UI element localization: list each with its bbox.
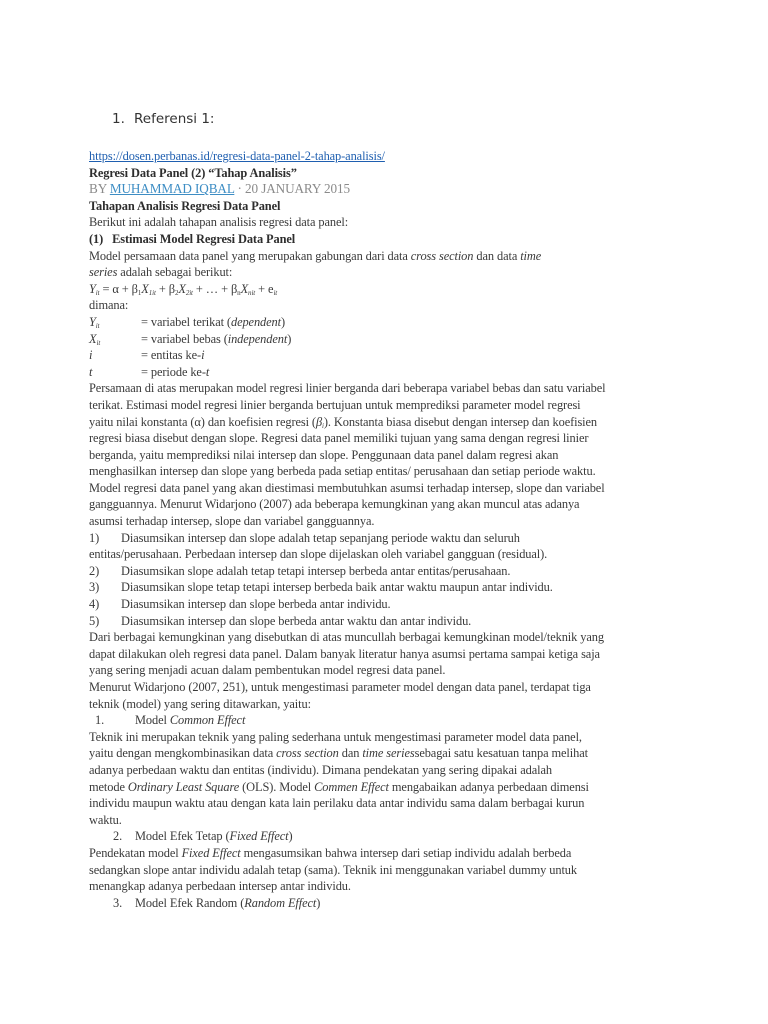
paragraph-line: individu maupun waktu atau dengan kata lain perilaku data antar individu sama dalam berbagai kurun bbox=[89, 796, 585, 811]
list-item bbox=[89, 613, 679, 630]
paragraph-line: menghasilkan intersep dan slope yang berbeda pada setiap entitas/ perusahaan dan setiap periode waktu. bbox=[89, 464, 596, 479]
model-label-em: Common Effect bbox=[169, 713, 246, 728]
paragraph-line: terikat. Estimasi model regresi linier berganda bertujuan untuk memprediksi parameter model regresi bbox=[89, 397, 581, 412]
text-sub: i bbox=[322, 421, 324, 430]
text-em: time bbox=[520, 248, 542, 263]
paragraph-line: sedangkan slope antar individu adalah tetap (sama). Teknik ini menggunakan variabel dummy untuk bbox=[89, 862, 577, 877]
eq-part: + … + β bbox=[192, 281, 238, 296]
text: sebagai satu kesatuan tanpa melihat bbox=[414, 746, 588, 761]
paragraph-line: gangguannya. Menurut Widarjono (2007) ada beberapa kemungkinan yang akan muncul atas adanya bbox=[89, 497, 580, 512]
model-paragraph-line bbox=[89, 248, 679, 265]
assumptions-list bbox=[89, 530, 679, 630]
list-text: Diasumsikan slope tetap tetapi intersep berbeda baik antar waktu maupun antar individu. bbox=[121, 580, 553, 595]
model-heading-fixed bbox=[89, 828, 679, 845]
paragraph-line: Persamaan di atas merupakan model regresi linier berganda dari beberapa variabel bebas dan satu variabel bbox=[89, 381, 606, 396]
paragraph-line: berganda, yaitu memprediksi nilai intersep dan slope. Penggunaan data panel dalam regresi akan bbox=[89, 447, 559, 462]
model-label: Model bbox=[135, 713, 170, 728]
eq-sub: nit bbox=[248, 288, 256, 297]
eq-sub: 1it bbox=[148, 288, 156, 297]
eq-part: + e bbox=[255, 281, 274, 296]
eq-sub: 1 bbox=[137, 288, 142, 297]
eq-y: Y bbox=[89, 281, 96, 296]
definition-row bbox=[89, 364, 679, 381]
list-number: 1) bbox=[89, 530, 100, 545]
paragraph-line: regresi biasa disebut dengan slope. Regresi data panel memiliki tujuan yang sama dengan regresi linier bbox=[89, 431, 589, 446]
text-em: cross section bbox=[410, 248, 474, 263]
list-item bbox=[89, 596, 679, 613]
paragraph-line: adanya perbedaan waktu dan entitas (individu). Dimana pendekatan yang sering dipakai adalah bbox=[89, 762, 552, 777]
text-em: cross section bbox=[276, 746, 339, 761]
def-text: = periode ke- bbox=[141, 364, 206, 379]
text-em: Commen Effect bbox=[314, 779, 389, 794]
def-symbol: i bbox=[89, 348, 93, 363]
paragraph-line: Teknik ini merupakan teknik yang paling sederhana untuk mengestimasi parameter model data panel, bbox=[89, 729, 582, 744]
list-item bbox=[89, 546, 679, 563]
model-heading-random bbox=[89, 895, 679, 912]
def-symbol: t bbox=[89, 364, 93, 379]
paragraph-line: teknik (model) yang sering ditawarkan, yaitu: bbox=[89, 696, 311, 711]
model-paragraph-line bbox=[89, 264, 679, 281]
def-em: dependent bbox=[230, 314, 281, 329]
text: yaitu nilai konstanta (α) dan koefisien regresi ( bbox=[89, 414, 316, 429]
model-label: Model Efek Random ( bbox=[135, 895, 245, 910]
model-label: ) bbox=[288, 829, 293, 844]
model-label: ) bbox=[316, 895, 321, 910]
text: metode bbox=[89, 779, 128, 794]
regression-equation bbox=[89, 281, 679, 298]
def-text: = entitas ke- bbox=[141, 348, 202, 363]
text: mengasumsikan bahwa intersep dari setiap individu adalah berbeda bbox=[240, 845, 572, 860]
paragraph-line: asumsi terhadap intersep, slope dan variabel gangguannya. bbox=[89, 514, 375, 529]
def-symbol: Y bbox=[89, 314, 96, 329]
list-text: Diasumsikan intersep dan slope berbeda antar waktu dan antar individu. bbox=[121, 613, 472, 628]
reference-heading bbox=[112, 111, 214, 127]
step1-heading: (1) Estimasi Model Regresi Data Panel bbox=[89, 231, 296, 246]
byline-date: · 20 JANUARY 2015 bbox=[234, 181, 350, 197]
author-link[interactable]: MUHAMMAD IQBAL bbox=[109, 181, 235, 197]
def-sub: it bbox=[96, 338, 101, 347]
text-em: β bbox=[315, 414, 323, 429]
list-text: Diasumsikan intersep dan slope adalah tetap sepanjang periode waktu dan seluruh bbox=[121, 530, 520, 545]
def-symbol: X bbox=[89, 331, 97, 346]
definition-row bbox=[89, 347, 679, 364]
text: dan bbox=[338, 746, 363, 761]
list-text: entitas/perusahaan. Perbedaan intersep dan slope dijelaskan oleh variabel gangguan (residual). bbox=[89, 547, 548, 562]
def-em: independent bbox=[227, 331, 288, 346]
document-body bbox=[89, 148, 679, 911]
model-number: 3. bbox=[113, 895, 123, 910]
paragraph-line bbox=[89, 745, 679, 762]
text-em: Ordinary Least Square bbox=[127, 779, 240, 794]
text: dan data bbox=[473, 248, 521, 263]
definition-row bbox=[89, 331, 679, 348]
model-heading-common bbox=[89, 712, 679, 729]
def-text: = variabel terikat ( bbox=[141, 314, 231, 329]
definition-row bbox=[89, 314, 679, 331]
eq-x: X bbox=[141, 281, 149, 296]
source-link[interactable]: https://dosen.perbanas.id/regresi-data-panel-2-tahap-analisis/ bbox=[89, 149, 385, 163]
paragraph-line: dapat dilakukan oleh regresi data panel. Dalam banyak literatur hanya asumsi pertama sampai ketiga saja bbox=[89, 646, 600, 661]
paragraph-line bbox=[89, 414, 679, 431]
text-em: Fixed Effect bbox=[181, 845, 241, 860]
text: Pendekatan model bbox=[89, 845, 182, 860]
model-label-em: Fixed Effect bbox=[229, 829, 289, 844]
eq-sub: n bbox=[237, 288, 241, 297]
def-sub: it bbox=[95, 321, 100, 330]
def-em: t bbox=[205, 364, 210, 379]
byline bbox=[89, 181, 679, 198]
text: (OLS). Model bbox=[239, 779, 315, 794]
eq-part: + β bbox=[155, 281, 175, 296]
model-label-em: Random Effect bbox=[244, 895, 317, 910]
paragraph-line bbox=[89, 845, 679, 862]
list-item bbox=[89, 579, 679, 596]
eq-sub: it bbox=[273, 288, 278, 297]
intro-text: Berikut ini adalah tahapan analisis regresi data panel: bbox=[89, 215, 349, 230]
definitions-list bbox=[89, 314, 679, 380]
text-em: series bbox=[89, 265, 118, 280]
eq-part: = α + β bbox=[99, 281, 138, 296]
paragraph-line bbox=[89, 779, 679, 796]
paragraph-line: Menurut Widarjono (2007, 251), untuk mengestimasi parameter model dengan data panel, terdapat tiga bbox=[89, 680, 591, 694]
paragraph-line: Dari berbagai kemungkinan yang disebutkan di atas muncullah berbagai kemungkinan model/teknik yang bbox=[89, 630, 604, 645]
def-text: ) bbox=[287, 331, 292, 346]
def-text: ) bbox=[281, 314, 286, 329]
list-item bbox=[89, 563, 679, 580]
paragraph-line: yang sering menjadi acuan dalam pembentukan model regresi data panel. bbox=[89, 663, 446, 678]
eq-sub: 2 bbox=[174, 288, 179, 297]
text-em: time series bbox=[362, 746, 415, 761]
list-text: Diasumsikan slope adalah tetap tetapi intersep berbeda antar entitas/perusahaan. bbox=[121, 563, 511, 578]
list-number: 3) bbox=[89, 580, 100, 595]
byline-by: BY bbox=[89, 181, 110, 197]
def-text: = variabel bebas ( bbox=[141, 331, 228, 346]
list-number: 4) bbox=[89, 597, 100, 612]
model-number: 2. bbox=[113, 829, 123, 844]
list-text: Diasumsikan intersep dan slope berbeda antar individu. bbox=[121, 597, 391, 612]
list-number: 2) bbox=[89, 563, 100, 578]
eq-x: X bbox=[240, 281, 249, 296]
text: mengabaikan adanya perbedaan dimensi bbox=[388, 779, 589, 794]
list-number: 5) bbox=[89, 613, 100, 628]
section-title: Tahapan Analisis Regresi Data Panel bbox=[89, 198, 281, 213]
heading-number: 1. bbox=[112, 111, 125, 127]
paragraph-line: menangkap adanya perbedaan intersep antar individu. bbox=[89, 879, 351, 894]
eq-sub: 2it bbox=[185, 288, 193, 297]
text: adalah sebagai berikut: bbox=[117, 265, 233, 280]
dimana-label: dimana: bbox=[89, 298, 129, 313]
heading-text: Referensi 1: bbox=[134, 111, 215, 127]
eq-x: X bbox=[178, 281, 186, 296]
paragraph-line: waktu. bbox=[89, 812, 122, 827]
text: ). Konstanta biasa disebut dengan intersep dan koefisien bbox=[323, 414, 598, 429]
eq-sub: it bbox=[95, 288, 100, 297]
model-number: 1. bbox=[95, 713, 105, 728]
model-label: Model Efek Tetap ( bbox=[135, 829, 230, 844]
list-item bbox=[89, 530, 679, 547]
article-title: Regresi Data Panel (2) “Tahap Analisis” bbox=[89, 165, 297, 180]
text: Model persamaan data panel yang merupakan gabungan dari data bbox=[89, 248, 411, 263]
paragraph-line: Model regresi data panel yang akan diestimasi membutuhkan asumsi terhadap intersep, slope dan variabel bbox=[89, 480, 605, 495]
def-em: i bbox=[201, 348, 205, 363]
text: yaitu dengan mengkombinasikan data bbox=[89, 746, 277, 761]
